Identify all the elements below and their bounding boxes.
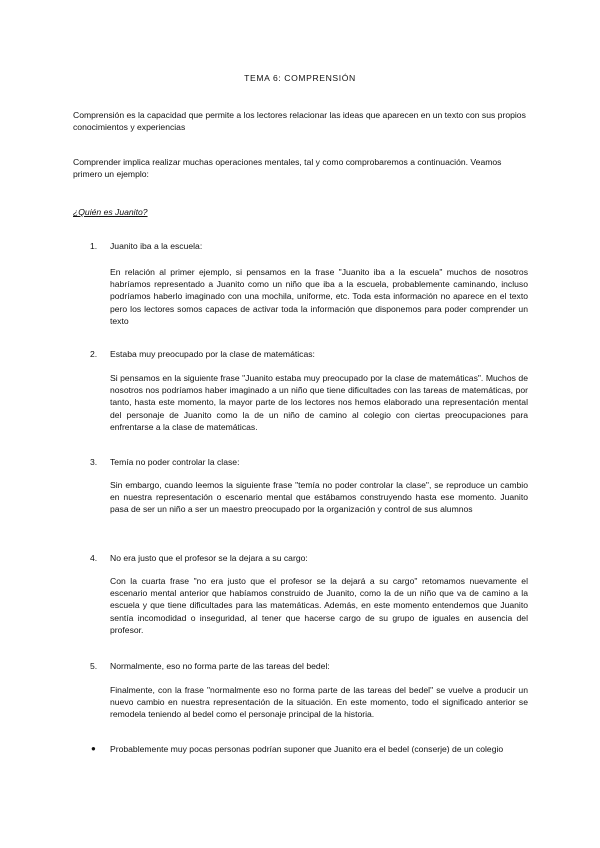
item-body: Sin embargo, cuando leemos la siguiente frase "temía no poder controlar la clase", se reproduce un cambio en nuestra representación o escenario mental que estábamos construyendo hasta ese momento. Juanito pasa de ser un niño a ser un maestro preocupado por la organización y control de sus alumnos	[110, 480, 528, 515]
item-body: Con la cuarta frase "no era justo que el profesor se la dejará a su cargo" retomamos nuevamente el escenario mental anterior que habíamos construido de Juanito, como la de un niño que va de camino a la escuela y que tiene dificultades para las matemáticas. Además, en este momento entendemos que Juanito sentía incomodidad o inseguridad, al tener que hacerse cargo de su grupo de iguales en ausencia del profesor.	[110, 576, 528, 635]
intro-paragraph-2: Comprender implica realizar muchas operaciones mentales, tal y como comprobaremos a continuación. Veamos primero un ejemplo:	[73, 157, 502, 180]
item-number: 4.	[90, 553, 98, 563]
item-heading: Juanito iba a la escuela:	[110, 241, 203, 251]
item-number: 5.	[90, 661, 98, 671]
section-subtitle: ¿Quién es Juanito?	[73, 207, 148, 217]
item-number: 2.	[90, 349, 98, 359]
item-heading: No era justo que el profesor se la dejara a su cargo:	[110, 553, 308, 563]
item-body: Finalmente, con la frase "normalmente eso no forma parte de las tareas del bedel" se vuelve a producir un nuevo cambio en nuestra representación de la situación. En este momento, todo el significado anterior se remodela teniendo al bedel como el personaje principal de la historia.	[110, 685, 528, 720]
item-number: 3.	[90, 457, 98, 467]
item-heading: Normalmente, eso no forma parte de las tareas del bedel:	[110, 661, 330, 671]
page-title: TEMA 6: COMPRENSIÓN	[244, 73, 356, 83]
bullet-icon: ●	[91, 744, 96, 753]
item-body: En relación al primer ejemplo, si pensamos en la frase "Juanito iba a la escuela" muchos de nosotros habríamos representado a Juanito como un niño que iba a la escuela, probablemente caminando, incluso podríamos haberlo imaginado con una mochila, uniforme, etc. Toda esta información no aparece en el texto pero los lectores somos capaces de activar toda la información que disponemos para poder comprender un texto	[110, 267, 528, 326]
item-body: Si pensamos en la siguiente frase "Juanito estaba muy preocupado por la clase de matemáticas". Muchos de nosotros nos podríamos haber imaginado a un niño que tiene dificultades con las tareas de matemáticas, por tanto, hasta este momento, la mayor parte de los lectores nos hemos elaborado una representación mental del personaje de Juanito como la de un niño de camino al colegio con ciertas preocupaciones para enfrentarse a la clase de matemáticas.	[110, 373, 528, 432]
intro-paragraph-1: Comprensión es la capacidad que permite a los lectores relacionar las ideas que aparecen en un texto con sus propios conocimientos y experiencias	[73, 110, 526, 133]
bullet-text: Probablemente muy pocas personas podrían suponer que Juanito era el bedel (conserje) de un colegio	[110, 744, 504, 754]
item-heading: Estaba muy preocupado por la clase de matemáticas:	[110, 349, 315, 359]
item-heading: Temía no poder controlar la clase:	[110, 457, 240, 467]
item-number: 1.	[90, 241, 98, 251]
